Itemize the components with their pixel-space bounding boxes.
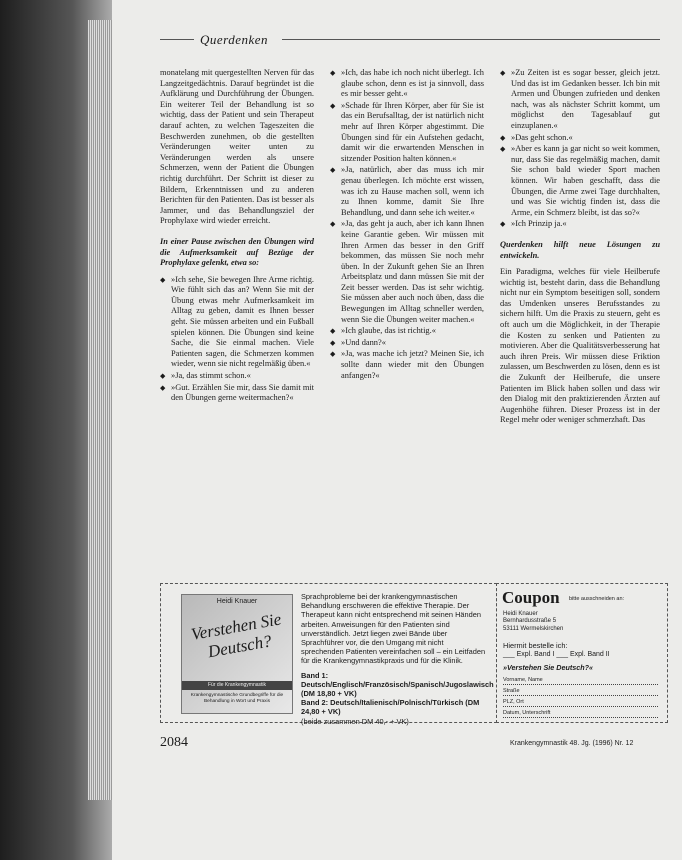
list-item: ◆ »Ja, was mache ich jetzt? Meinen Sie, ich sollte dann wieder mit den Übungen anfangen?«: [330, 349, 484, 381]
section-title: Querdenken: [200, 32, 269, 47]
coupon-field-signature[interactable]: Datum, Unterschrift: [503, 710, 658, 718]
ad-volume-1: Band 1: Deutsch/Englisch/Französisch/Spanisch/Jugoslawisch (DM 18,80 + VK): [301, 670, 494, 699]
column-3: [500, 68, 660, 428]
ad-volume-2: Band 2: Deutsch/Italienisch/Polnisch/Türkisch (DM 24,80 + VK): [301, 698, 480, 717]
coupon-field-street[interactable]: Straße: [503, 688, 658, 696]
ad-description: Sprachprobleme bei der krankengymnastischen Behandlung erschweren die effektive Therapie. Der Therapeut kann nicht entsprechend mit seinen Händen arbeiten. Anweisungen für den Patienten sind unverständlich. Jetzt liegen zwei Bände über Sprachführer vor, die den Umgang mit nicht sprechenden Patienten vereinfachen soll – ein Leitfaden für die Krankengymnastikpraxis und für die Klinik.: [301, 592, 486, 666]
ad-text: [301, 592, 494, 726]
address-line: Heidi Knauer: [503, 611, 538, 617]
section-header: [160, 30, 660, 48]
list-item: ◆ »Ja, das stimmt schon.«: [160, 371, 314, 382]
journal-reference: Krankengymnastik 48. Jg. (1996) Nr. 12: [510, 740, 634, 747]
list-item: ◆ »Ich glaube, das ist richtig.«: [330, 326, 484, 337]
page-number: 2084: [160, 735, 188, 750]
list-item: ◆ »Ja, natürlich, aber das muss ich mir genau überlegen. Ich möchte erst wissen, was ich zu Hause machen soll, wenn ich zu Ihnen komme, damit Sie Ihre Behandlung, und dann sehe ich weiter.«: [330, 165, 484, 218]
book-advertisement: [160, 583, 497, 726]
col3-bullets: [500, 68, 660, 230]
book-subtitle: Krankengymnastische Grundbegriffe für die Behandlung in Wort und Praxis: [190, 693, 284, 704]
book-band: Für die Krankengymnastik: [182, 681, 292, 690]
column-1: [160, 68, 314, 405]
order-coupon: [496, 583, 668, 723]
ad-both-price: (beide zusammen DM 40,- + VK): [301, 716, 409, 726]
list-item: ◆ »Schade für Ihren Körper, aber für Sie ist das ein Berufsalltag, der ist natürlich nicht mehr auf Ihren Körper abgestimmt. Die Übungen sind für ein Aufstehen gedacht, damit wir die erwartenden Menschen in sitzender Position halten können.«: [330, 101, 484, 165]
coupon-hint: bitte ausschneiden an:: [569, 596, 625, 602]
magazine-page: [112, 0, 682, 860]
header-rule-left: [160, 39, 194, 40]
col1-intro: monatelang mit quergestellten Nerven für das Langzeitgedächtnis. Darauf begründet ist die Aufklärung und Durchführung der Übungen. Ein weiterer Teil der Behandlung ist so wichtig, dass der Patient und sein Therapeut darauf achten, zu welchen Tageszeiten die Beschwerden zunehmen, ob die gestellten Veränderungen weiter unten zu Veränderungen werden als unsere Schmerzen, wenn der Patient die Übungen richtig durchführt. Der Schritt ist dieser zu Bildern, Erkenntnissen und zu anderen Berichten für den Patienten. Das ist besser als Jammer, und das Behandlungsziel der Prophylaxe wird wieder erreicht.: [160, 68, 314, 226]
list-item: ◆ »Zu Zeiten ist es sogar besser, gleich jetzt. Und das ist im Gedanken besser. Ich bin mit Armen und Übungen zufrieden und denken nach, was als nächster Schritt kommt, um möglichst den Tagesablauf gut einzuplanen.«: [500, 68, 660, 132]
book-title: Verstehen Sie Deutsch?: [189, 609, 283, 662]
column-2: [330, 68, 484, 382]
coupon-field-city[interactable]: PLZ, Ort: [503, 699, 658, 707]
list-item: ◆ »Ja, das geht ja auch, aber ich kann Ihnen keine Garantie geben. Wir müssen mit Ihren Armen das besser in den Griff bekommen, das müssen Sie noch mehr üben. In der Zukunft gehen Sie an Ihren Arbeitsplatz und dann müssen Sie mit der Zeit besser werden. Das ist sehr wichtig. Sie müssen aber auch noch üben, dass die Bewegungen im Alltag schneller werden, wenn Sie die Übungen weiter machen.«: [330, 219, 484, 325]
list-item: ◆ »Ich sehe, Sie bewegen Ihre Arme richtig. Wie fühlt sich das an? Wenn Sie mit der Übung etwas mehr Aufmerksamkeit im Alltag zu geben, damit es Ihnen besser geht. Sie müssen arbeiten und ein Fußball spielen können. Die Übungen sind keine Sache, die Sie einmal machen. Viele Patienten sagen, die Schmerzen kommen wieder, wenn sie nicht regelmäßig üben.«: [160, 275, 314, 370]
col3-text: Ein Paradigma, welches für viele Heilberufe wichtig ist, besteht darin, dass die Behandlung nicht nur ein Symptom beseitigen soll, sondern das Umdenken unseres Berufsstandes zu sichern hilft. Um die Praxis zu steuern, geht es oft auch um die Möglichkeit, in der Therapie die Kosten zu senken und Patienten zu motivieren. Aber die Qualitätsverbesserung hat auch ihren Preis. Wir müssen diese Friktion zulassen, um Beschwerden zu lösen, denn es ist die Zukunft der Heilberufe, die unsere Patienten im Blick haben sollen und dass wir den Dialog mit den praktizierenden Ärzten auf Augenhöhe führen. Dieser Prozess ist in der Regel mehr oder weniger schmerzhaft. Das: [500, 267, 660, 425]
list-item: ◆ »Aber es kann ja gar nicht so weit kommen, nur, dass Sie das regelmäßig machen, damit Sie schon bald wieder Sport machen können. Wir haben geschafft, dass die Übungen, die Arme zwei Tage durchhalten, und was Sie wichtig finden ist, dass die Arme, ein Schmerz bleibt, ist das so?«: [500, 144, 660, 218]
list-item: ◆ »Ich Prinzip ja.«: [500, 219, 660, 230]
book-author: Heidi Knauer: [216, 598, 258, 605]
col1-heading: In einer Pause zwischen den Übungen wird die Aufmerksamkeit auf Bezüge der Prophylaxe gelenkt, etwa so:: [160, 236, 314, 268]
col2-bullets: [330, 68, 484, 381]
coupon-options[interactable]: ___ Expl. Band I ___ Expl. Band II: [503, 651, 610, 658]
list-item: ◆ »Das geht schon.«: [500, 133, 660, 144]
coupon-order-label: Hiermit bestelle ich:: [503, 641, 568, 650]
coupon-field-name[interactable]: Vorname, Name: [503, 677, 658, 685]
coupon-address: [503, 611, 563, 633]
coupon-book-title: »Verstehen Sie Deutsch?«: [503, 663, 594, 672]
coupon-title: Coupon: [502, 588, 560, 607]
address-line: Bernhardusstraße 5: [503, 618, 557, 625]
list-item: ◆ »Und dann?«: [330, 338, 484, 349]
col3-heading: Querdenken hilft neue Lösungen zu entwickeln.: [500, 239, 660, 260]
col1-bullets: [160, 275, 314, 404]
book-cover: [181, 594, 293, 714]
list-item: ◆ »Ich, das habe ich noch nicht überlegt. Ich glaube schon, denn es ist ja sinnvoll, dass es mir besser geht.«: [330, 68, 484, 100]
list-item: ◆ »Gut. Erzählen Sie mir, dass Sie damit mit den Übungen gerne weitermachen?«: [160, 383, 314, 404]
address-line: 53111 Wermelskirchen: [503, 625, 564, 632]
header-rule-right: [282, 39, 660, 40]
